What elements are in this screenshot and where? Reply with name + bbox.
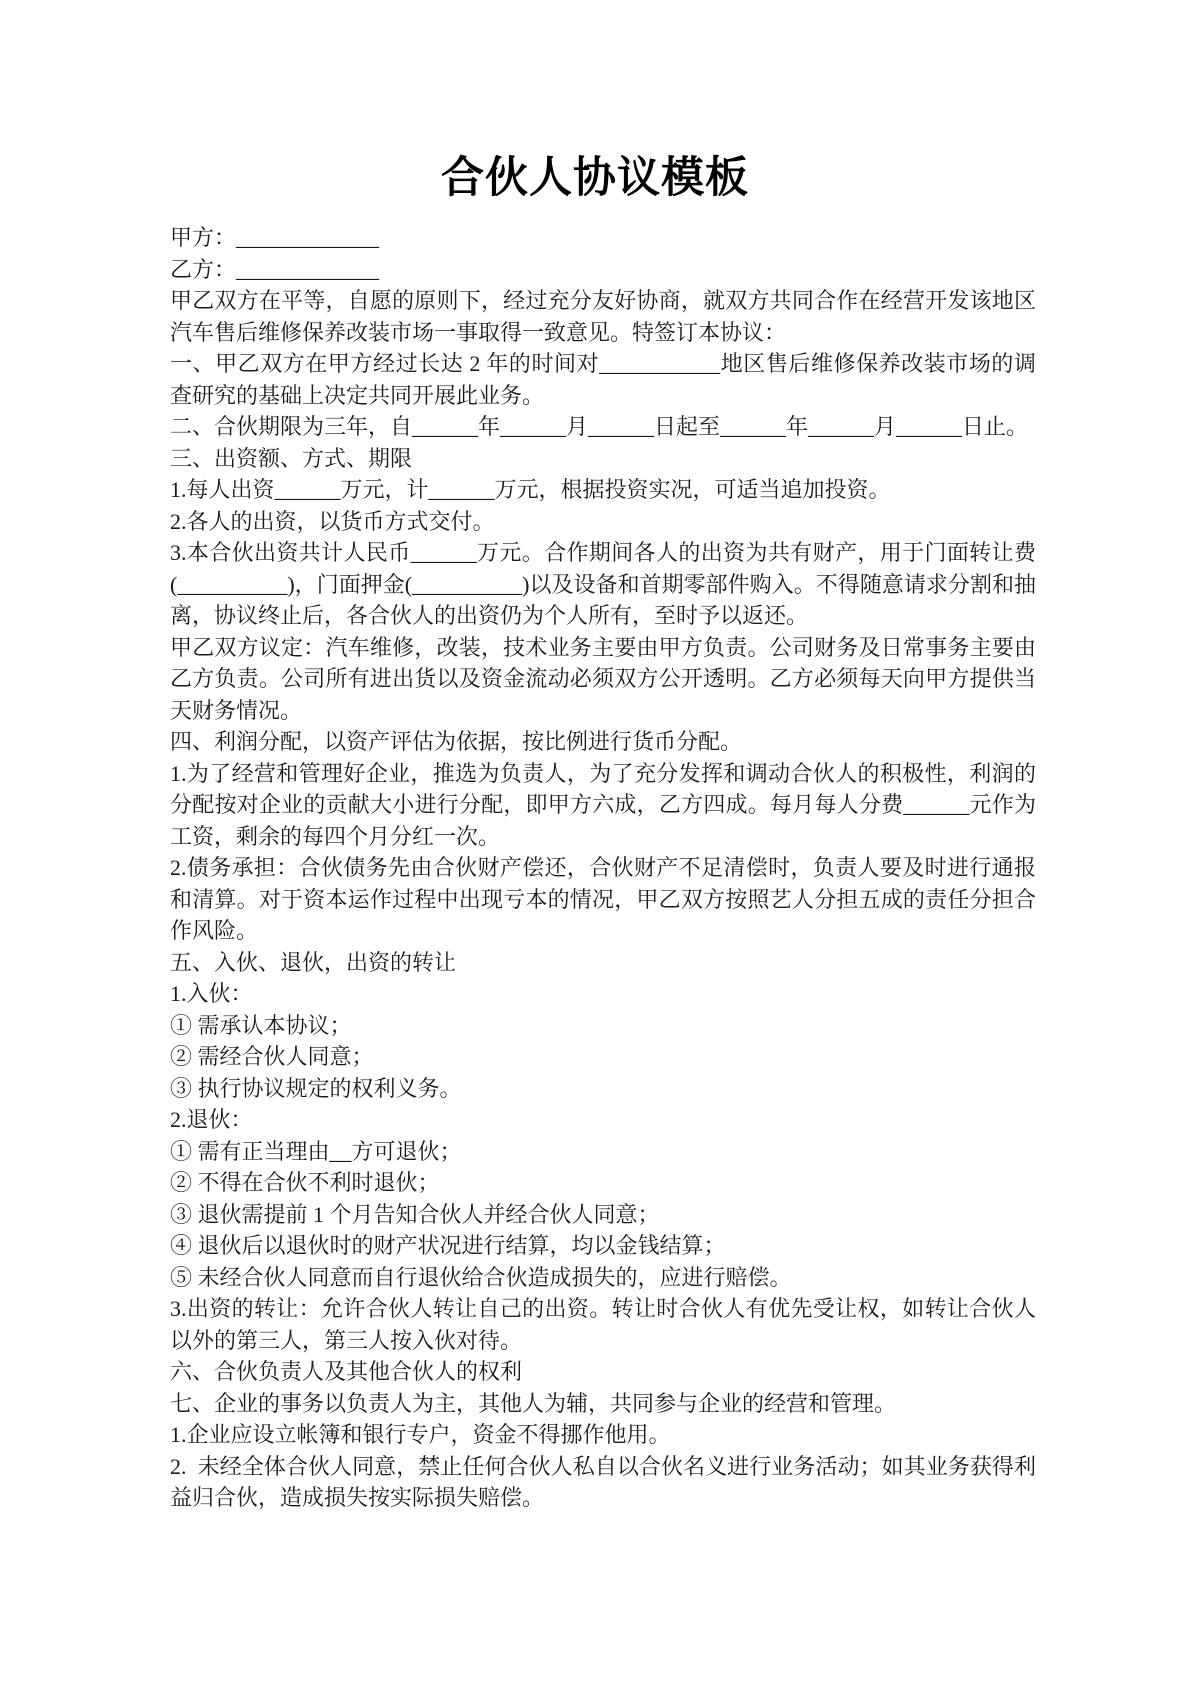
clause-1: 一、甲乙双方在甲方经过长达 2 年的时间对___________地区售后维修保养改装市场的调查研究的基础上决定共同开展此业务。 [170, 351, 1036, 408]
preamble: 甲乙双方在平等，自愿的原则下，经过充分友好协商，就双方共同合作在经营开发该地区汽车售后维修保养改装市场一事取得一致意见。特签订本协议： [170, 288, 1036, 345]
clause-4-heading: 四、利润分配，以资产评估为依据，按比例进行货币分配。 [170, 729, 743, 754]
clause-7-item-1: 1.企业应设立帐簿和银行专户，资金不得挪作他用。 [170, 1422, 671, 1447]
clause-4-item-1: 1.为了经营和管理好企业，推选为负责人，为了充分发挥和调动合伙人的积极性，利润的分配按对企业的贡献大小进行分配，即甲方六成，乙方四成。每月每人分费______元作为工资，剩余的每四个月分红一次。 [170, 760, 1036, 849]
join-item-1: ① 需承认本协议； [170, 1012, 352, 1038]
join-item-3: ③ 执行协议规定的权利义务。 [170, 1075, 462, 1101]
clause-3-heading: 三、出资额、方式、期限 [170, 445, 413, 471]
party-a-line: 甲方：_____________ [170, 225, 380, 250]
clause-3-item-3: 3.本合伙出资共计人民币______万元。合作期间各人的出资为共有财产，用于门面转让费(__________)，门面押金(__________)以及设备和首期零部件购入。不得随意请求分割和抽离，协议终止后，各合伙人的出资仍为个人所有，至时予以返还。 [170, 540, 1036, 628]
withdraw-item-5: ⑤ 未经合伙人同意而自行退伙给合伙造成损失的，应进行赔偿。 [170, 1264, 792, 1290]
withdraw-item-4: ④ 退伙后以退伙时的财产状况进行结算，均以金钱结算； [170, 1233, 726, 1258]
withdraw-item-3: ③ 退伙需提前 1 个月告知合伙人并经合伙人同意； [170, 1201, 660, 1227]
clause-7: 七、企业的事务以负责人为主，其他人为辅，共同参与企业的经营和管理。 [170, 1390, 897, 1416]
duties-agreement: 甲乙双方议定：汽车维修，改装，技术业务主要由甲方负责。公司财务及日常事务主要由乙方负责。公司所有进出货以及资金流动必须双方公开透明。乙方必须每天向甲方提供当天财务情况。 [170, 634, 1036, 723]
party-b-line: 乙方：_____________ [170, 256, 380, 282]
clause-3-item-1: 1.每人出资______万元，计______万元，根据投资实况，可适当追加投资。 [170, 477, 891, 502]
clause-7-item-2: 2. 未经全体合伙人同意，禁止任何合伙人私自以合伙名义进行业务活动；如其业务获得利益归合伙，造成损失按实际损失赔偿。 [170, 1453, 1036, 1510]
clause-2-term: 二、合伙期限为三年，自______年______月______日起至______年______月______日止。 [170, 414, 1029, 439]
document-title: 合伙人协议模板 [441, 155, 749, 202]
clause-5-heading: 五、入伙、退伙，出资的转让 [170, 949, 457, 975]
withdraw-item-2: ② 不得在合伙不利时退伙； [170, 1170, 440, 1195]
clause-6-heading: 六、合伙负责人及其他合伙人的权利 [170, 1359, 523, 1384]
transfer-clause: 3.出资的转让：允许合伙人转让自己的出资。转让时合伙人有优先受让权，如转让合伙人以外的第三人，第三人按入伙对待。 [170, 1296, 1036, 1353]
withdraw-heading: 2.退伙： [170, 1107, 253, 1132]
document-body [170, 222, 1036, 1514]
join-item-2: ② 需经合伙人同意； [170, 1044, 374, 1069]
join-heading: 1.入伙： [170, 981, 253, 1006]
clause-3-item-2: 2.各人的出资，以货币方式交付。 [170, 508, 495, 534]
withdraw-item-1: ① 需有正当理由__方可退伙； [170, 1138, 462, 1164]
clause-4-item-2: 2.债务承担：合伙债务先由合伙财产偿还，合伙财产不足清偿时，负责人要及时进行通报和清算。对于资本运作过程中出现亏本的情况，甲乙双方按照艺人分担五成的责任分担合作风险。 [170, 855, 1036, 943]
